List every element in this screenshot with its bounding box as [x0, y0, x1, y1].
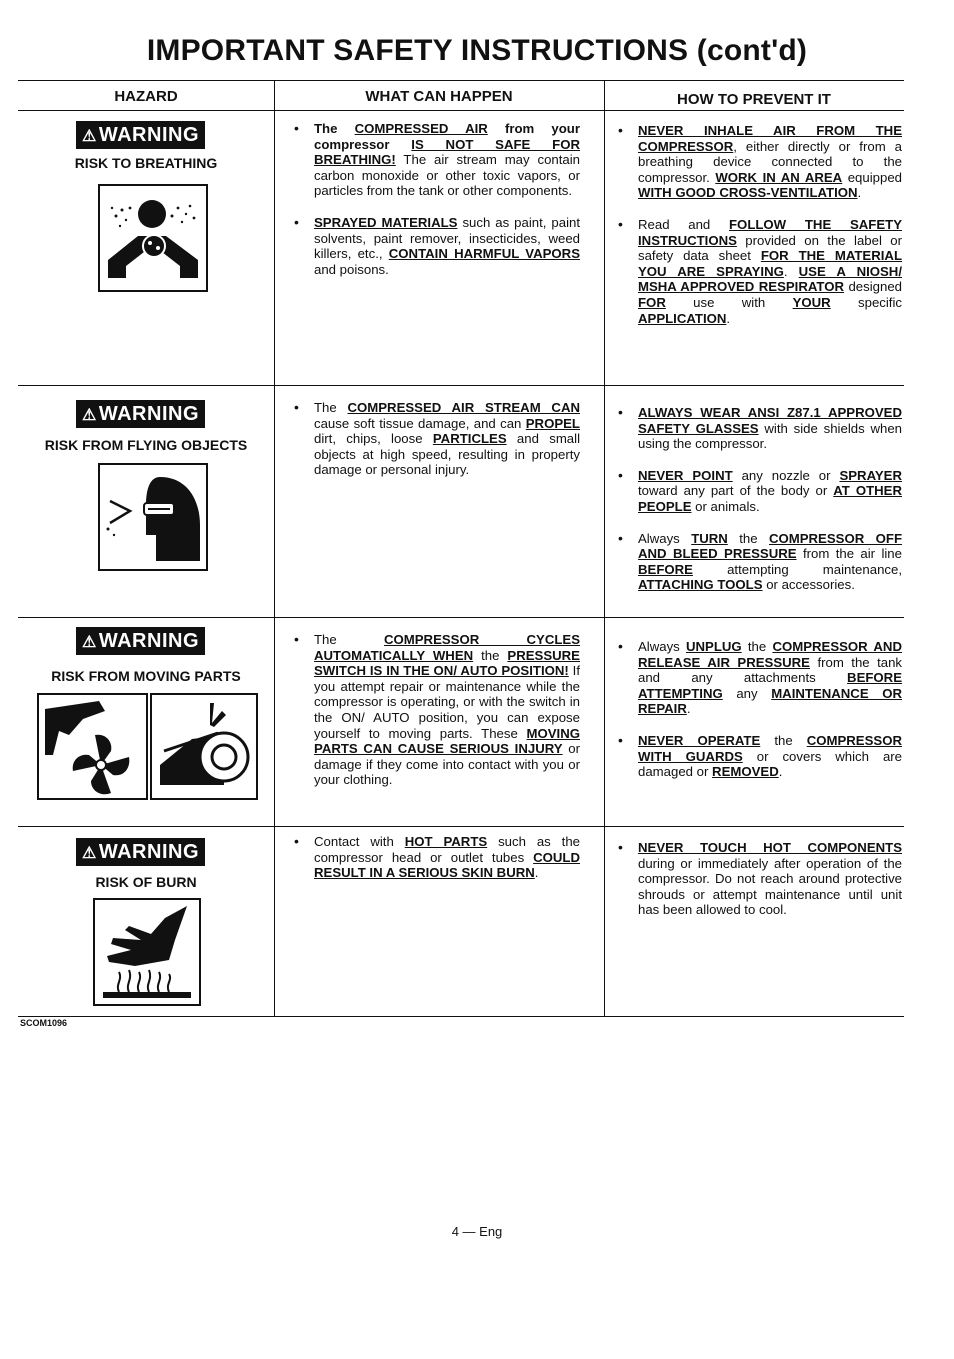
bullet-item [290, 121, 580, 199]
how-to-prevent-flying-objects [614, 405, 902, 609]
text-run: equipped [842, 169, 902, 185]
what-can-happen-burn [290, 834, 580, 897]
column-divider-1 [274, 80, 275, 1016]
what-can-happen-breathing [290, 121, 580, 293]
emphasized-text: PRESSURE SWITCH IS IN THE ON/ AUTO POSITION! [314, 647, 580, 679]
text-run: . [686, 701, 691, 717]
text-run: or damage if they come into contact with you or your clothing. [314, 741, 581, 788]
emphasized-text: BEFORE [638, 561, 693, 577]
text-run: The air stream may contain carbon monoxide or other toxic vapors, or particles from the tank or other components. [314, 152, 580, 199]
bullet-item [290, 400, 580, 478]
text-run: attempting maintenance, [692, 561, 902, 577]
text-run: or covers which are damaged or [638, 748, 902, 780]
emphasized-text: TURN [691, 530, 728, 546]
text-run: use with [665, 294, 793, 310]
emphasized-text: COMPRESSED AIR STREAM CAN [347, 400, 580, 415]
emphasized-text: PROPEL [525, 415, 580, 431]
text-run: or animals. [691, 498, 760, 514]
emphasized-text: FOLLOW THE SAFETY INSTRUCTIONS [638, 216, 902, 248]
moving-parts-fan-icon [37, 693, 148, 800]
emphasized-text: COMPRESSOR AND RELEASE AIR PRESSURE [638, 639, 902, 670]
row-divider-3 [18, 826, 904, 827]
emphasized-text: WORK IN AN AREA [715, 169, 843, 185]
emphasized-text: COULD RESULT IN A SERIOUS SKIN BURN [314, 849, 580, 881]
text-run: with side shields when using the compressor. [638, 420, 902, 452]
text-run: toward any part of the body or [638, 483, 834, 499]
warning-label: ⚠ WARNING [76, 627, 205, 655]
emphasized-text: NEVER POINT [638, 467, 733, 483]
column-divider-2 [604, 80, 605, 1016]
emphasized-text: APPLICATION [638, 310, 727, 326]
text-run: the [741, 639, 773, 654]
emphasized-text: USE A NIOSH/ MSHA APPROVED RESPIRATOR [638, 263, 902, 295]
what-can-happen-flying-objects [290, 400, 580, 494]
emphasized-text: MAINTENANCE OR REPAIR [638, 685, 902, 717]
header-how-to-prevent: HOW TO PREVENT IT [677, 91, 831, 108]
document-code: SCOM1096 [20, 1018, 68, 1028]
emphasized-text: COMPRESSOR WITH GUARDS [638, 732, 902, 764]
bullet-item [614, 468, 902, 515]
warning-triangle-icon: ⚠ [82, 634, 97, 651]
text-run: The [314, 121, 355, 136]
hazard-title: RISK FROM FLYING OBJECTS [44, 437, 248, 453]
text-run: the [727, 530, 769, 546]
bullet-item [614, 217, 902, 326]
emphasized-text: IS NOT SAFE FOR BREATHING! [314, 136, 580, 168]
page-number: 4 — Eng [451, 1224, 503, 1239]
text-run: from your compressor [314, 121, 580, 152]
text-run: during or immediately after operation of the compressor. Do not reach around protective shrouds or attempt maintenance until unit has been allowed to cool. [638, 855, 902, 918]
moving-parts-belt-icon [150, 693, 258, 800]
hazard-title: RISK OF BURN [95, 874, 197, 890]
bullet-item [614, 733, 902, 780]
bullet-item [290, 632, 580, 788]
emphasized-text: CONTAIN HARMFUL VAPORS [388, 246, 580, 262]
text-run: designed [844, 279, 902, 295]
header-what-can-happen: WHAT CAN HAPPEN [365, 88, 513, 105]
bullet-item [290, 834, 580, 881]
emphasized-text: UNPLUG [685, 639, 742, 654]
text-run: from the air line [796, 546, 902, 562]
text-run: . [857, 185, 862, 201]
text-run: any [722, 685, 772, 701]
how-to-prevent-breathing [614, 123, 902, 342]
emphasized-text: SPRAYER [839, 467, 902, 483]
emphasized-text: NEVER OPERATE [638, 732, 761, 748]
text-run: cause soft tissue damage, and can [314, 415, 526, 431]
emphasized-text: ALWAYS WEAR ANSI Z87.1 APPROVED SAFETY GLASSES [638, 405, 902, 436]
emphasized-text: ATTACHING TOOLS [638, 577, 763, 593]
emphasized-text: SPRAYED MATERIALS [314, 214, 458, 230]
hot-surface-burn-icon [93, 898, 201, 1006]
text-run: such as the compressor head or outlet tubes [314, 834, 581, 865]
header-hazard: HAZARD [114, 88, 178, 105]
text-run: dirt, chips, loose [314, 431, 433, 447]
emphasized-text: REMOVED [712, 764, 779, 780]
text-run: The [314, 632, 384, 647]
header-bottom-rule [18, 110, 904, 111]
text-run: The [314, 400, 348, 415]
text-run: Always [638, 639, 686, 654]
text-run: such as paint, paint solvents, paint remover, insecticides, weed killers, etc., [314, 214, 581, 262]
bullet-item [614, 639, 902, 717]
text-run: the [473, 647, 508, 663]
emphasized-text: COMPRESSOR OFF AND BLEED PRESSURE [638, 530, 902, 562]
emphasized-text: FOR THE MATERIAL YOU ARE SPRAYING [638, 248, 902, 279]
text-run: the [760, 732, 807, 748]
text-run: and poisons. [314, 261, 389, 277]
text-run: from the tank and any attachments [638, 654, 902, 686]
table-bottom-rule [18, 1016, 904, 1017]
what-can-happen-moving-parts [290, 632, 580, 804]
emphasized-text: NEVER INHALE AIR FROM THE COMPRESSOR [638, 123, 902, 154]
page-title: IMPORTANT SAFETY INSTRUCTIONS (cont'd) [146, 34, 808, 67]
hazard-title: RISK TO BREATHING [74, 155, 218, 171]
text-run: , either directly or from a breathing device connected to the compressor. [638, 138, 902, 185]
warning-label: ⚠ WARNING [76, 400, 205, 428]
emphasized-text: PARTICLES [432, 431, 507, 447]
text-run: provided on the label or safety data sheet [638, 232, 902, 264]
emphasized-text: MOVING PARTS CAN CAUSE SERIOUS INJURY [314, 725, 580, 757]
row-divider-1 [18, 385, 904, 386]
how-to-prevent-moving-parts [614, 639, 902, 796]
breathing-hazard-icon [98, 184, 208, 292]
text-run: specific [830, 294, 902, 310]
bullet-item [290, 215, 580, 277]
warning-label: ⚠ WARNING [76, 121, 205, 149]
emphasized-text: BEFORE ATTEMPTING [638, 670, 902, 701]
emphasized-text: HOT PARTS [404, 834, 488, 849]
bullet-item [614, 531, 902, 593]
warning-label: ⚠ WARNING [76, 838, 205, 866]
emphasized-text: COMPRESSOR CYCLES AUTOMATICALLY WHEN [314, 632, 580, 663]
emphasized-text: AT OTHER PEOPLE [638, 483, 902, 514]
bullet-item [614, 840, 902, 918]
text-run: or accessories. [762, 577, 855, 593]
text-run: . [778, 764, 783, 780]
text-run: . [534, 865, 539, 881]
text-run: Read and [638, 216, 729, 232]
flying-objects-goggles-icon [98, 463, 208, 571]
warning-triangle-icon: ⚠ [82, 845, 97, 862]
table-top-rule [18, 80, 904, 81]
text-run: and small objects at high speed, resulting in property damage or personal injury. [314, 431, 580, 478]
emphasized-text: NEVER TOUCH HOT COMPONENTS [638, 840, 902, 855]
text-run: Always [638, 530, 692, 546]
how-to-prevent-burn [614, 840, 902, 934]
text-run: . [726, 310, 731, 326]
warning-triangle-icon: ⚠ [82, 407, 97, 424]
text-run: If you attempt repair or maintenance while the compressor is operating, or with the switch in the ON/ AUTO position, you can expose yourself to moving parts. These [314, 663, 581, 741]
emphasized-text: COMPRESSED AIR [354, 121, 488, 136]
emphasized-text: YOUR [792, 294, 831, 310]
bullet-item [614, 123, 902, 201]
bullet-item [614, 405, 902, 452]
emphasized-text: FOR [638, 294, 666, 310]
text-run: any nozzle or [732, 467, 840, 483]
text-run: Contact with [314, 834, 405, 849]
row-divider-2 [18, 617, 904, 618]
text-run: . [783, 263, 799, 279]
warning-triangle-icon: ⚠ [82, 128, 97, 145]
hazard-title: RISK FROM MOVING PARTS [51, 668, 241, 684]
emphasized-text: WITH GOOD CROSS-VENTILATION [638, 185, 858, 201]
